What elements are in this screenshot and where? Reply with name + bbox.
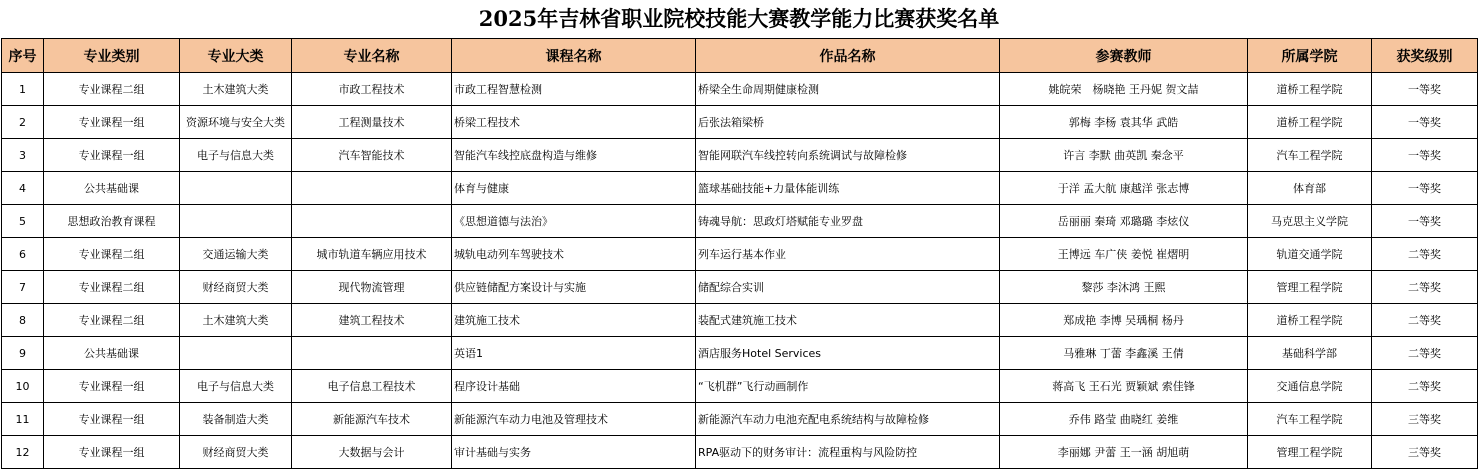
cell-teachers: 郭梅 李杨 袁其华 武皓 [1000,106,1248,139]
awards-table [1,38,1478,469]
cell-award-level: 一等奖 [1372,139,1478,172]
cell-index: 2 [2,106,44,139]
cell-category: 专业课程一组 [44,106,180,139]
cell-award-level: 二等奖 [1372,337,1478,370]
cell-college: 马克思主义学院 [1248,205,1372,238]
table-row [2,271,1478,304]
cell-award-level: 二等奖 [1372,370,1478,403]
cell-major-group [180,205,292,238]
cell-teachers: 黎莎 李沐鸿 王熙 [1000,271,1248,304]
cell-course-name: 桥梁工程技术 [452,106,696,139]
table-row [2,238,1478,271]
cell-major-name: 市政工程技术 [292,73,452,106]
table-row [2,172,1478,205]
cell-teachers: 许言 李默 曲英凯 秦念平 [1000,139,1248,172]
cell-award-level: 一等奖 [1372,106,1478,139]
cell-major-group: 土木建筑大类 [180,304,292,337]
table-row [2,73,1478,106]
cell-category: 专业课程二组 [44,238,180,271]
table-row [2,370,1478,403]
header-row [2,39,1478,73]
cell-index: 6 [2,238,44,271]
cell-college: 道桥工程学院 [1248,106,1372,139]
table-row [2,106,1478,139]
header-course-name: 课程名称 [452,39,696,73]
cell-category: 专业课程一组 [44,436,180,469]
cell-college: 汽车工程学院 [1248,403,1372,436]
cell-major-name: 汽车智能技术 [292,139,452,172]
cell-category: 专业课程一组 [44,139,180,172]
table-row [2,436,1478,469]
header-college: 所属学院 [1248,39,1372,73]
header-teachers: 参赛教师 [1000,39,1248,73]
cell-work-name: 后张法箱梁桥 [696,106,1000,139]
cell-course-name: 审计基础与实务 [452,436,696,469]
cell-college: 交通信息学院 [1248,370,1372,403]
cell-college: 管理工程学院 [1248,271,1372,304]
cell-work-name: RPA驱动下的财务审计：流程重构与风险防控 [696,436,1000,469]
cell-major-name: 城市轨道车辆应用技术 [292,238,452,271]
cell-award-level: 三等奖 [1372,436,1478,469]
cell-category: 公共基础课 [44,337,180,370]
cell-major-name: 电子信息工程技术 [292,370,452,403]
header-major-name: 专业名称 [292,39,452,73]
cell-course-name: 体育与健康 [452,172,696,205]
cell-index: 10 [2,370,44,403]
header-category: 专业类别 [44,39,180,73]
table-row [2,403,1478,436]
cell-award-level: 三等奖 [1372,403,1478,436]
cell-course-name: 供应链储配方案设计与实施 [452,271,696,304]
cell-teachers: 蒋高飞 王石光 贾颖斌 索佳锋 [1000,370,1248,403]
cell-index: 5 [2,205,44,238]
cell-index: 7 [2,271,44,304]
cell-index: 11 [2,403,44,436]
header-work-name: 作品名称 [696,39,1000,73]
cell-index: 12 [2,436,44,469]
cell-major-name: 现代物流管理 [292,271,452,304]
cell-index: 3 [2,139,44,172]
cell-major-group: 财经商贸大类 [180,271,292,304]
cell-college: 基础科学部 [1248,337,1372,370]
cell-work-name: 铸魂导航：思政灯塔赋能专业罗盘 [696,205,1000,238]
cell-course-name: 《思想道德与法治》 [452,205,696,238]
header-major-group: 专业大类 [180,39,292,73]
cell-work-name: 酒店服务Hotel Services [696,337,1000,370]
cell-award-level: 一等奖 [1372,172,1478,205]
cell-college: 体育部 [1248,172,1372,205]
cell-major-group: 电子与信息大类 [180,139,292,172]
cell-work-name: “飞机群”飞行动画制作 [696,370,1000,403]
cell-work-name: 桥梁全生命周期健康检测 [696,73,1000,106]
cell-work-name: 装配式建筑施工技术 [696,304,1000,337]
table-row [2,304,1478,337]
cell-work-name: 智能网联汽车线控转向系统调试与故障检修 [696,139,1000,172]
cell-work-name: 列车运行基本作业 [696,238,1000,271]
cell-work-name: 篮球基础技能+力量体能训练 [696,172,1000,205]
cell-major-name: 大数据与会计 [292,436,452,469]
cell-major-group: 电子与信息大类 [180,370,292,403]
cell-category: 专业课程一组 [44,370,180,403]
cell-award-level: 二等奖 [1372,238,1478,271]
cell-course-name: 建筑施工技术 [452,304,696,337]
cell-course-name: 智能汽车线控底盘构造与维修 [452,139,696,172]
cell-category: 专业课程一组 [44,403,180,436]
cell-major-group: 装备制造大类 [180,403,292,436]
cell-course-name: 城轨电动列车驾驶技术 [452,238,696,271]
cell-college: 道桥工程学院 [1248,304,1372,337]
cell-course-name: 英语1 [452,337,696,370]
cell-index: 8 [2,304,44,337]
cell-work-name: 储配综合实训 [696,271,1000,304]
cell-course-name: 新能源汽车动力电池及管理技术 [452,403,696,436]
cell-work-name: 新能源汽车动力电池充配电系统结构与故障检修 [696,403,1000,436]
cell-course-name: 市政工程智慧检测 [452,73,696,106]
cell-major-name [292,337,452,370]
cell-teachers: 于洋 孟大航 康越洋 张志博 [1000,172,1248,205]
cell-index: 4 [2,172,44,205]
table-row [2,139,1478,172]
table-row [2,205,1478,238]
cell-major-group: 交通运输大类 [180,238,292,271]
cell-category: 专业课程二组 [44,304,180,337]
header-award-level: 获奖级别 [1372,39,1478,73]
cell-major-name: 工程测量技术 [292,106,452,139]
cell-major-group: 土木建筑大类 [180,73,292,106]
cell-award-level: 二等奖 [1372,271,1478,304]
cell-teachers: 马雅琳 丁蕾 李鑫溪 王倩 [1000,337,1248,370]
cell-index: 9 [2,337,44,370]
cell-teachers: 王博远 车广侠 姜悦 崔熠明 [1000,238,1248,271]
cell-teachers: 姚皖荣 杨晓艳 王丹妮 贺文喆 [1000,73,1248,106]
cell-major-name: 建筑工程技术 [292,304,452,337]
cell-college: 汽车工程学院 [1248,139,1372,172]
cell-teachers: 乔伟 路莹 曲晓红 姜维 [1000,403,1248,436]
cell-major-group: 资源环境与安全大类 [180,106,292,139]
cell-category: 公共基础课 [44,172,180,205]
cell-teachers: 李丽娜 尹蕾 王一涵 胡旭萌 [1000,436,1248,469]
cell-category: 专业课程二组 [44,73,180,106]
cell-category: 专业课程二组 [44,271,180,304]
page-title: 2025年吉林省职业院校技能大赛教学能力比赛获奖名单 [478,6,1000,31]
cell-award-level: 一等奖 [1372,73,1478,106]
cell-major-name: 新能源汽车技术 [292,403,452,436]
table-row [2,337,1478,370]
cell-award-level: 一等奖 [1372,205,1478,238]
cell-course-name: 程序设计基础 [452,370,696,403]
cell-teachers: 岳丽丽 秦琦 邓璐璐 李炫仪 [1000,205,1248,238]
cell-teachers: 郑成艳 李博 吴瑀桐 杨丹 [1000,304,1248,337]
cell-college: 轨道交通学院 [1248,238,1372,271]
cell-award-level: 二等奖 [1372,304,1478,337]
header-index: 序号 [2,39,44,73]
cell-major-group: 财经商贸大类 [180,436,292,469]
cell-college: 管理工程学院 [1248,436,1372,469]
cell-category: 思想政治教育课程 [44,205,180,238]
cell-major-name [292,172,452,205]
cell-major-group [180,337,292,370]
cell-major-group [180,172,292,205]
cell-index: 1 [2,73,44,106]
cell-major-name [292,205,452,238]
cell-college: 道桥工程学院 [1248,73,1372,106]
